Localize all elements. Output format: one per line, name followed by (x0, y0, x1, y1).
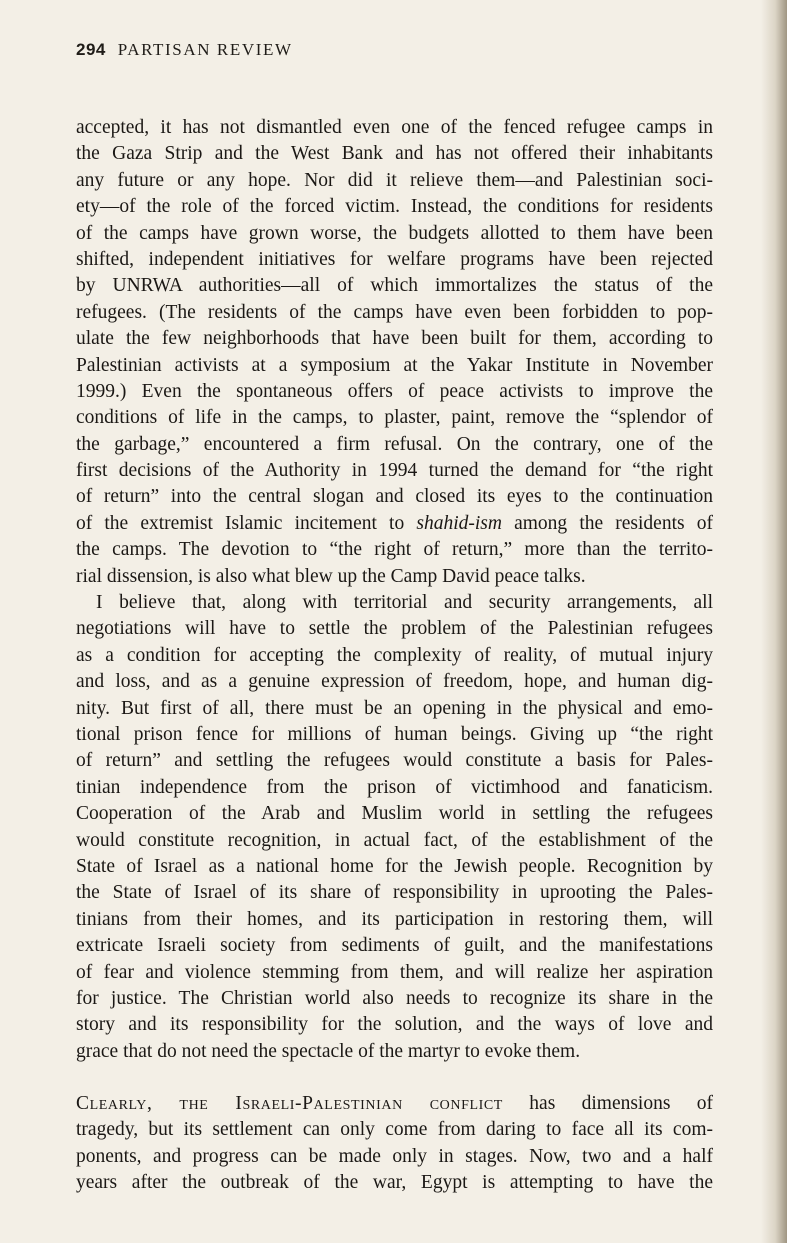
text-line: first decisions of the Authority in 1994 turned the demand for “the right (76, 460, 713, 482)
text-line: and loss, and as a genuine expression of freedom, hope, and human dig- (76, 671, 713, 693)
text-line: the Gaza Strip and the West Bank and has not offered their inhabitants (76, 143, 713, 165)
text-line: ety—of the role of the forced victim. Instead, the conditions for residents (76, 196, 713, 218)
text-line: the camps. The devotion to “the right of return,” more than the territo- (76, 539, 713, 561)
text-line: for justice. The Christian world also needs to recognize its share in the (76, 987, 713, 1009)
text-segment: has dimensions of (502, 1093, 714, 1115)
text-line: I believe that, along with territorial and security arrangements, all (96, 592, 713, 614)
text-line: 1999.) Even the spontaneous offers of peace activists to improve the (76, 380, 713, 402)
text-segment: of the extremist Islamic incitement to (76, 512, 417, 534)
text-line: tragedy, but its settlement can only come from daring to face all its com- (76, 1119, 713, 1141)
text-line: as a condition for accepting the complexity of reality, of mutual injury (76, 644, 713, 666)
text-line: of fear and violence stemming from them, and will realize her aspiration (76, 961, 713, 983)
text-line: years after the outbreak of the war, Egypt is attempting to have the (76, 1172, 713, 1194)
text-line: refugees. (The residents of the camps have even been forbidden to pop- (76, 301, 713, 323)
journal-title: PARTISAN REVIEW (117, 40, 293, 59)
body-text (76, 115, 713, 1197)
text-line: extricate Israeli society from sediments of guilt, and the manifestations (76, 935, 713, 957)
text-line: conditions of life in the camps, to plaster, paint, remove the “splendor of (76, 407, 713, 429)
text-line: ulate the few neighborhoods that have been built for them, according to (76, 328, 713, 350)
text-line: of the camps have grown worse, the budgets allotted to them have been (76, 222, 713, 244)
text-line: shifted, independent initiatives for welfare programs have been rejected (76, 248, 713, 270)
text-segment: among the residents of (501, 512, 713, 534)
text-line: tinian independence from the prison of victimhood and fanaticism. (76, 776, 713, 798)
text-line: Palestinian activists at a symposium at the Yakar Institute in November (76, 354, 713, 376)
paragraph-2 (76, 590, 713, 1065)
text-line: the State of Israel of its share of responsibility in uprooting the Pales- (76, 882, 713, 904)
text-line: of return” and settling the refugees would constitute a basis for Pales- (76, 750, 713, 772)
text-line: accepted, it has not dismantled even one of the fenced refugee camps in (76, 117, 713, 138)
text-line: any future or any hope. Nor did it relieve them—and Palestinian soci- (76, 169, 713, 191)
text-line: story and its responsibility for the solution, and the ways of love and (76, 1014, 713, 1036)
page-edge-shadow (761, 0, 787, 1243)
text-line: tinians from their homes, and its participation in restoring them, will (76, 908, 713, 930)
section-break (76, 1065, 713, 1091)
smallcaps-lead-in: Clearly, the Israeli-Palestinian conflict (76, 1093, 503, 1115)
text-line: by UNRWA authorities—all of which immortalizes the status of the (76, 275, 713, 297)
text-line: of return” into the central slogan and closed its eyes to the continuation (76, 486, 713, 508)
text-line: ponents, and progress can be made only in stages. Now, two and a half (76, 1145, 713, 1167)
italic-term: shahid-ism (416, 512, 502, 534)
text-line-opening (76, 1091, 713, 1117)
text-line: negotiations will have to settle the problem of the Palestinian refugees (76, 618, 713, 640)
text-line: would constitute recognition, in actual fact, of the establishment of the (76, 829, 713, 851)
text-line: the garbage,” encountered a firm refusal. On the contrary, one of the (76, 433, 713, 455)
paragraph-3 (76, 1091, 713, 1197)
text-line: rial dissension, is also what blew up the Camp David peace talks. (76, 565, 586, 587)
running-head (76, 40, 293, 60)
text-line: tional prison fence for millions of human beings. Giving up “the right (76, 723, 713, 745)
text-line: Cooperation of the Arab and Muslim world in settling the refugees (76, 803, 713, 825)
page-number: 294 (76, 40, 106, 59)
text-line: State of Israel as a national home for the Jewish people. Recognition by (76, 855, 713, 877)
text-line-italic (76, 511, 713, 537)
paragraph-1 (76, 115, 713, 590)
text-line: grace that do not need the spectacle of the martyr to evoke them. (76, 1040, 581, 1062)
text-line: nity. But first of all, there must be an opening in the physical and emo- (76, 697, 713, 719)
